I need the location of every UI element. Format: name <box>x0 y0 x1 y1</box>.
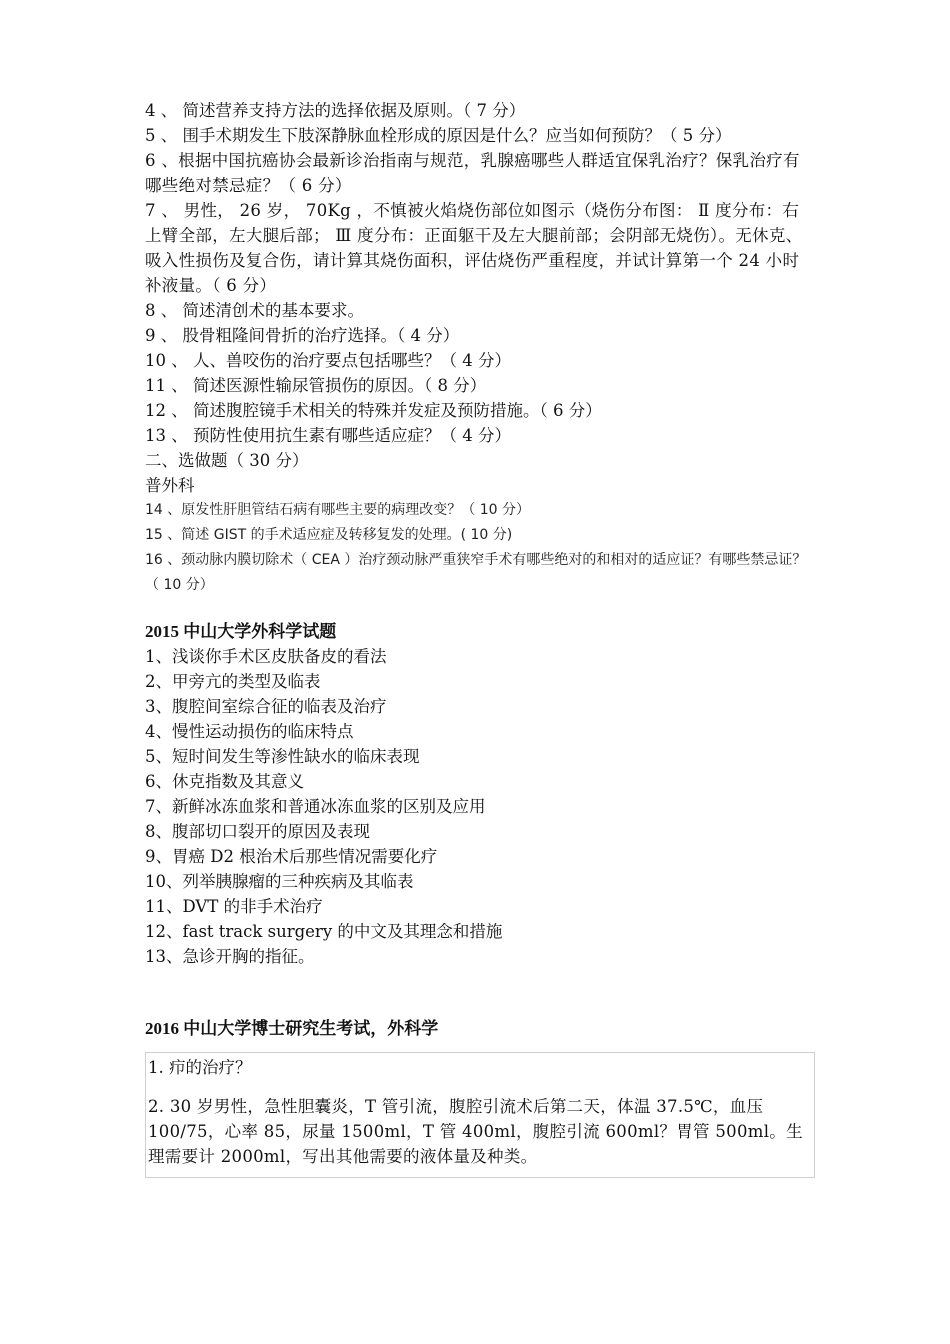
list-item: 8、腹部切口裂开的原因及表现 <box>145 822 370 841</box>
question-7: 7 、 男性， 26 岁， 70Kg ，不慎被火焰烧伤部位如图示（烧伤分布图： Ⅱ 度分布：右上臂全部，左大腿后部； Ⅲ 度分布：正面躯干及左大腿前部；会阴部无烧伤）。无休克、吸入性损伤及复合伤，请计算其烧伤面积，评估烧伤严重程度，并试计算第一个 24 小时补液量。（ 6 分） <box>145 201 803 295</box>
question-11: 11 、 简述医源性输尿管损伤的原因。（ 8 分） <box>145 376 487 395</box>
question-8: 8 、 简述清创术的基本要求。 <box>145 301 364 320</box>
question-5: 5 、 围手术期发生下肢深静脉血栓形成的原因是什么？应当如何预防？（ 5 分） <box>145 126 732 145</box>
section-2015-title: 2015 中山大学外科学试题 <box>145 622 337 641</box>
question-9: 9 、 股骨粗隆间骨折的治疗选择。（ 4 分） <box>145 326 460 345</box>
list-item: 1、浅谈你手术区皮肤备皮的看法 <box>145 647 387 666</box>
list-item: 4、慢性运动损伤的临床特点 <box>145 722 354 741</box>
question-16: 16 、颈动脉内膜切除术（ CEA ）治疗颈动脉严重狭窄手术有哪些绝对的和相对的适应证？有哪些禁忌证？（ 10 分） <box>145 552 807 593</box>
box-question-1: 1. 疖的治疗？ <box>148 1058 252 1077</box>
list-item: 6、休克指数及其意义 <box>145 772 304 791</box>
question-6: 6 、根据中国抗癌协会最新诊治指南与规范，乳腺癌哪些人群适宜保乳治疗？保乳治疗有哪些绝对禁忌症？（ 6 分） <box>145 151 800 195</box>
document-page <box>145 98 815 1178</box>
box-question-2: 2. 30 岁男性，急性胆囊炎，T 管引流，腹腔引流术后第二天，体温 37.5℃，血压 100/75，心率 85，尿量 1500ml，T 管 400ml，腹腔引流 600ml？胃管 500ml。生理需要计 2000ml，写出其他需要的液体量及种类。 <box>148 1097 803 1166</box>
question-4: 4 、 简述营养支持方法的选择依据及原则。（ 7 分） <box>145 101 526 120</box>
list-item: 5、短时间发生等渗性缺水的临床表现 <box>145 747 420 766</box>
section-2016-title: 2016 中山大学博士研究生考试，外科学 <box>145 1019 439 1038</box>
question-12: 12 、 简述腹腔镜手术相关的特殊并发症及预防措施。（ 6 分） <box>145 401 602 420</box>
elective-heading: 二、选做题（ 30 分） <box>145 451 309 470</box>
question-15: 15 、简述 GIST 的手术适应症及转移复发的处理。( 10 分) <box>145 527 513 543</box>
list-item: 3、腹腔间室综合征的临表及治疗 <box>145 697 387 716</box>
question-14: 14 、原发性肝胆管结石病有哪些主要的病理改变？（ 10 分） <box>145 502 530 518</box>
list-item: 7、新鲜冰冻血浆和普通冰冻血浆的区别及应用 <box>145 797 486 816</box>
question-box <box>145 1052 815 1178</box>
list-item: 9、胃癌 D2 根治术后那些情况需要化疗 <box>145 847 438 866</box>
list-item: 13、急诊开胸的指征。 <box>145 947 315 966</box>
list-item: 11、DVT 的非手术治疗 <box>145 897 323 916</box>
list-item: 2、甲旁亢的类型及临表 <box>145 672 321 691</box>
question-10: 10 、 人、兽咬伤的治疗要点包括哪些？（ 4 分） <box>145 351 511 370</box>
list-item: 12、fast track surgery 的中文及其理念和措施 <box>145 922 503 941</box>
question-13: 13 、 预防性使用抗生素有哪些适应症？（ 4 分） <box>145 426 511 445</box>
list-item: 10、列举胰腺瘤的三种疾病及其临表 <box>145 872 414 891</box>
general-surgery-label: 普外科 <box>145 476 195 495</box>
